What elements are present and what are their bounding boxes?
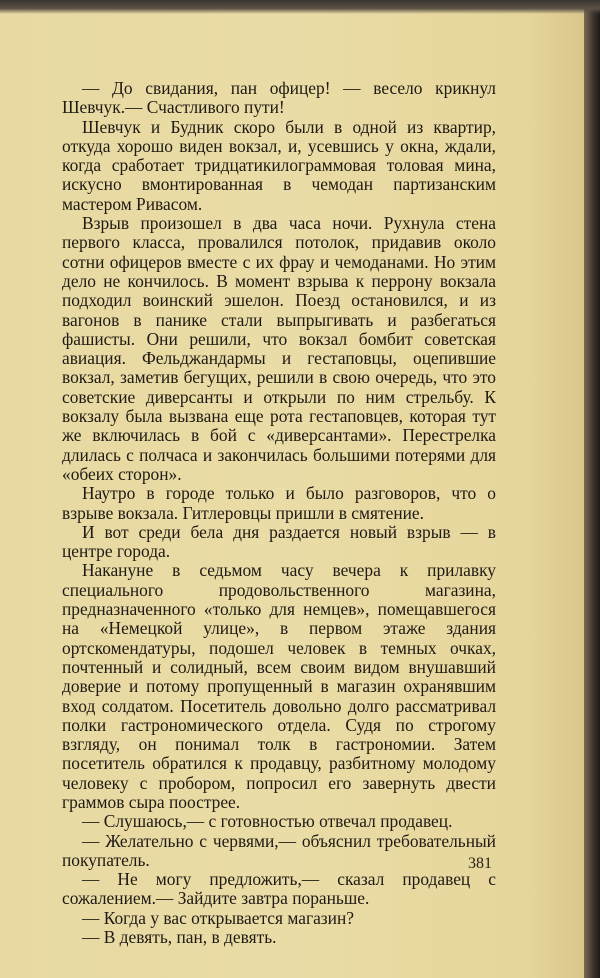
page-number: 381 xyxy=(468,855,492,872)
paragraph: Наутро в городе только и было разговоров, что о взрыве вокзала. Гитлеровцы пришли в смятение. xyxy=(62,483,496,523)
paragraph: Накануне в седьмом часу вечера к прилавку специального продовольственного магазина, предназначенного «только для немцев», помещавшегося на «Немецкой улице», в первом этаже здания ортскомендатуры, подошел человек в темных очках, почтенный и солидный, всем своим видом внушавший доверие и потому пропущенный в магазин охранявшим вход солдатом. Посетитель довольно долго рассматривал полки гастрономического отдела. Судя по строгому взгляду, он понимал толк в гастрономии. Затем посетитель обратился к продавцу, разбитному молодому человеку с пробором, попросил его завернуть двести граммов сыра поострее. xyxy=(62,560,496,812)
paragraph: — Когда у вас открывается магазин? xyxy=(82,907,355,928)
paragraph: — Желательно с червями,— объяснил требовательный покупатель. xyxy=(62,830,496,870)
paragraph: Взрыв произошел в два часа ночи. Рухнула стена первого класса, провалился потолок, придавив около сотни офицеров вместе с их фрау и чемоданами. Но этим дело не кончилось. В момент взрыва к перрону вокзала подходил воинский эшелон. Поезд остановился, и из вагонов в панике стали выпрыгивать и разбегаться фашисты. Они решили, что вокзал бомбит советская авиация. Фельджандармы и гестаповцы, оцепившие вокзал, заметив бегущих, решили в свою очередь, что это советские диверсанты и открыли по ним стрельбу. К вокзалу была вызвана еще рота гестаповцев, которая тут же включилась в бой с «диверсантами». Перестрелка длилась с полчаса и закончилась большими потерями для «обеих сторон». xyxy=(62,213,496,484)
paragraph: — Не могу предложить,— сказал продавец с сожалением.— Зайдите завтра пораньше. xyxy=(62,869,496,909)
paragraph: — Слушаюсь,— с готовностью отвечал продавец. xyxy=(82,811,453,832)
paragraph: И вот среди бела дня раздается новый взрыв — в центре города. xyxy=(62,521,496,562)
book-spine xyxy=(584,0,600,978)
page-top-edge xyxy=(0,0,600,14)
paragraph: — До свидания, пан офицер! — весело крикнул Шевчук.— Счастливого пути! xyxy=(62,78,496,118)
paragraph: Шевчук и Будник скоро были в одной из квартир, откуда хорошо виден вокзал, и, усевшись у окна, ждали, когда сработает тридцатикилограммовая толовая мина, искусно вмонтированная в чемодан партизанским мастером Ривасом. xyxy=(62,116,496,214)
paragraph: — В девять, пан, в девять. xyxy=(82,927,277,948)
body-text xyxy=(62,79,496,947)
